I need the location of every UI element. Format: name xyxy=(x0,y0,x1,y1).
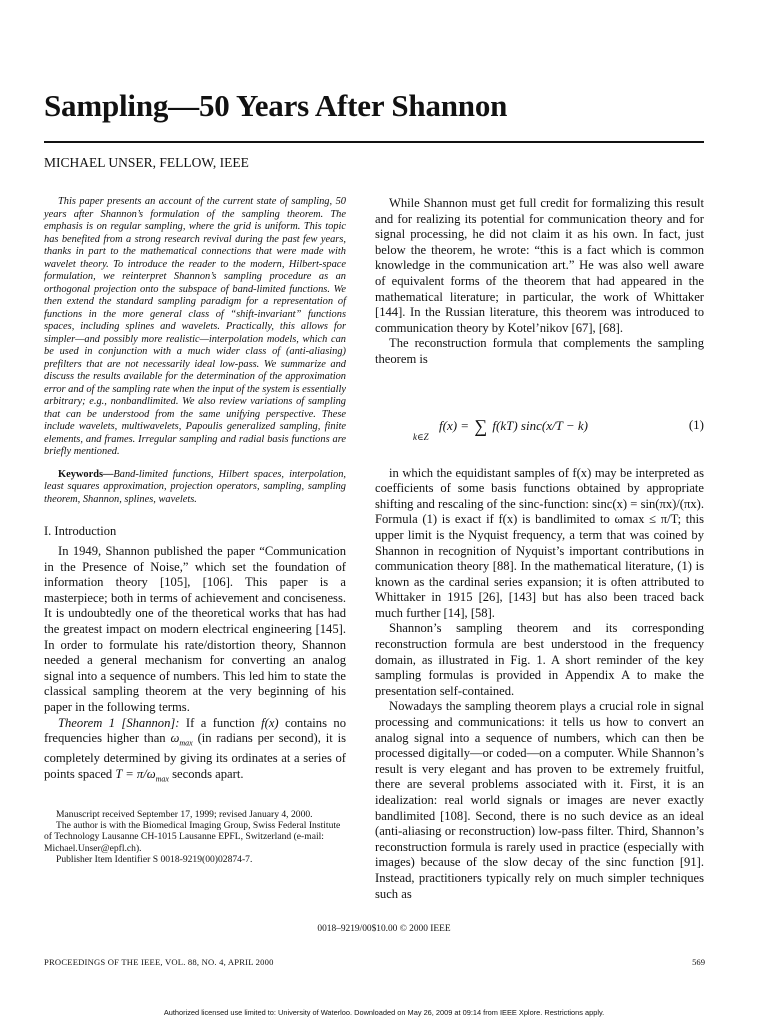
right-paragraph-5: Nowadays the sampling theorem plays a crucial role in signal processing and communications: it tells us how to convert an analog signal into a sequence of numbers, which can then be processed digitally—or coded—on a computer. While Shannon’s result is very elegant and has proven to be extremely fruitful, there are several problems associated with it. First, it is an idealization: real world signals or images are never exactly bandlimited [108]. Second, there is no such device as an ideal (anti-aliasing or reconstruction) low-pass filter. Third, Shannon’s reconstruction formula is rarely used in practice (especially with images) because of the slow decay of the sinc function [91]. Instead, practitioners typically rely on much simpler techniques such as xyxy=(375,699,704,901)
section-title: Introduction xyxy=(54,524,117,538)
right-paragraph-2: The reconstruction formula that complements the sampling theorem is xyxy=(375,336,704,366)
equation-number: (1) xyxy=(688,416,704,432)
theorem-label: Theorem 1 [Shannon]: xyxy=(58,715,180,730)
theorem-text-3: (in radians per second), it is completely determined by giving its ordinates at a series of points spaced xyxy=(44,731,346,781)
keywords-text: Band-limited functions, Hilbert spaces, interpolation, least squares approximation, projection operators, sampling, sampling theorem, Shannon, splines, wavelets. xyxy=(44,468,346,505)
right-paragraph-3: in which the equidistant samples of f(x) may be interpreted as coefficients of some basis functions obtained by appropriate shifting and rescaling of the sinc-function: sinc(x) = sin(πx)/(πx). Formula (1) is exact if f(x) is bandlimited to ωmax ≤ π/T; this upper limit is the Nyquist frequency, a term that was coined by Shannon in recognition of Nyquist’s important contributions in communication theory [88]. In the mathematical literature, (1) is known as the cardinal series expansion; it is often attributed to Whittaker in 1915 [26], [143] but has also been traced back much further [14], [58]. xyxy=(375,465,704,620)
theorem-text-1: If a function xyxy=(185,715,255,730)
journal-footer: PROCEEDINGS OF THE IEEE, VOL. 88, NO. 4, APRIL 2000 xyxy=(44,957,274,967)
theorem-omega xyxy=(170,731,193,748)
right-column xyxy=(375,196,704,902)
equation-1 xyxy=(375,414,704,454)
footnote-affiliation: The author is with the Biomedical Imaging Group, Swiss Federal Institute of Technology Lausanne CH-1015 Lausanne EPFL, Switzerland (e-mail: Michael.Unser@epfl.ch). xyxy=(44,820,341,854)
spacing-sub: max xyxy=(155,774,169,784)
spacing-expr: T = π/ω xyxy=(115,766,156,781)
theorem-fx: f(x) xyxy=(261,715,279,730)
theorem-paragraph xyxy=(44,716,346,787)
abstract: This paper presents an account of the current state of sampling, 50 years after Shannon’s formulation of the sampling theorem. The emphasis is on regular sampling, where the grid is uniform. This topic has benefited from a strong research revival during the past few years, thanks in part to the mathematical connections that were made with wavelet theory. To introduce the reader to the modern, Hilbert-space formulation, we reinterpret Shannon’s sampling procedure as an orthogonal projection onto the subspace of band-limited functions. We then extend the standard sampling paradigm for a representation of functions in the more general class of “shift-invariant” functions spaces, including splines and wavelets. Practically, this allows for simpler—and possibly more realistic—interpolation models, which can be used in conjunction with a much wider class of (anti-aliasing) prefilters that are not necessarily ideal low-pass. We summarize and discuss the results available for the determination of the approximation error and of the sampling rate when the input of the system is essentially arbitrary; e.g., nonbandlimited. We also review variations of sampling that can be understood from the same unifying perspective. These include wavelets, multiwavelets, Papoulis generalized sampling, finite elements, and frames. Irregular sampling and radial basis functions are briefly mentioned. xyxy=(44,196,346,457)
section-number: I. xyxy=(44,524,52,538)
section-heading xyxy=(44,524,346,538)
copyright-line: 0018–9219/00$10.00 © 2000 IEEE xyxy=(317,924,451,934)
page-number: 569 xyxy=(692,957,705,967)
right-paragraph-4: Shannon’s sampling theorem and its corresponding reconstruction formula are best understood in the frequency domain, as illustrated in Fig. 1. A short reminder of the key sampling formulas is provided in Appendix A to make the presentation self-contained. xyxy=(375,621,704,698)
equation-lhs: f(x) = xyxy=(439,417,470,433)
theorem-text-2: contains no frequencies higher than xyxy=(44,715,347,746)
keywords-label: Keywords— xyxy=(58,468,114,480)
omega-sub: max xyxy=(179,738,193,748)
title-rule xyxy=(44,141,704,143)
left-column xyxy=(44,196,346,787)
equation-rhs: f(kT) sinc(x/T − k) xyxy=(492,417,588,433)
theorem-spacing xyxy=(115,766,169,784)
footnote-received: Manuscript received September 17, 1999; revised January 4, 2000. xyxy=(56,809,313,820)
equation-expression xyxy=(439,416,588,437)
footnotes xyxy=(44,809,346,865)
paper-title: Sampling—50 Years After Shannon xyxy=(44,88,508,123)
omega-symbol: ω xyxy=(170,731,180,746)
right-paragraph-1: While Shannon must get full credit for formalizing this result and for realizing its potential for communication theory and for signal processing, he did not claim it as his own. In fact, just below the theorem, he wrote: “this is a fact which is common knowledge in the communication art.” He was also well aware of equivalent forms of the theorem that had appeared in the mathematical literature; in particular, the work of Whittaker [144]. In the Russian literature, this theorem was introduced to communication theory by Kotel’nikov [67], [68]. xyxy=(375,196,704,335)
keywords xyxy=(44,469,346,507)
author-line xyxy=(44,154,249,172)
intro-paragraph-1: In 1949, Shannon published the paper “Communication in the Presence of Noise,” which set the foundation of information theory [105], [106]. This paper is a masterpiece; both in terms of achievement and conciseness. It is undoubtedly one of the theoretical works that has had the greatest impact on modern electrical engineering [145]. In order to formulate his rate/distortion theory, Shannon needed a general mechanism for converting an analog signal into a sequence of numbers. This led him to state the classical sampling theorem at the very beginning of his paper in the following terms. xyxy=(44,544,346,714)
sum-subscript: k∈Z xyxy=(413,431,429,442)
sum-symbol: ∑ xyxy=(474,415,488,436)
author-name: MICHAEL UNSER xyxy=(44,155,153,170)
footnote-identifier: Publisher Item Identifier S 0018-9219(00)02874-7. xyxy=(56,853,253,865)
authorized-use-notice: Authorized licensed use limited to: University of Waterloo. Downloaded on May 26, 2009 at 09:14 from IEEE Xplore. Restrictions apply. xyxy=(163,1008,605,1017)
theorem-text-4: seconds apart. xyxy=(172,766,244,781)
author-affiliation: , FELLOW, IEEE xyxy=(152,155,249,170)
